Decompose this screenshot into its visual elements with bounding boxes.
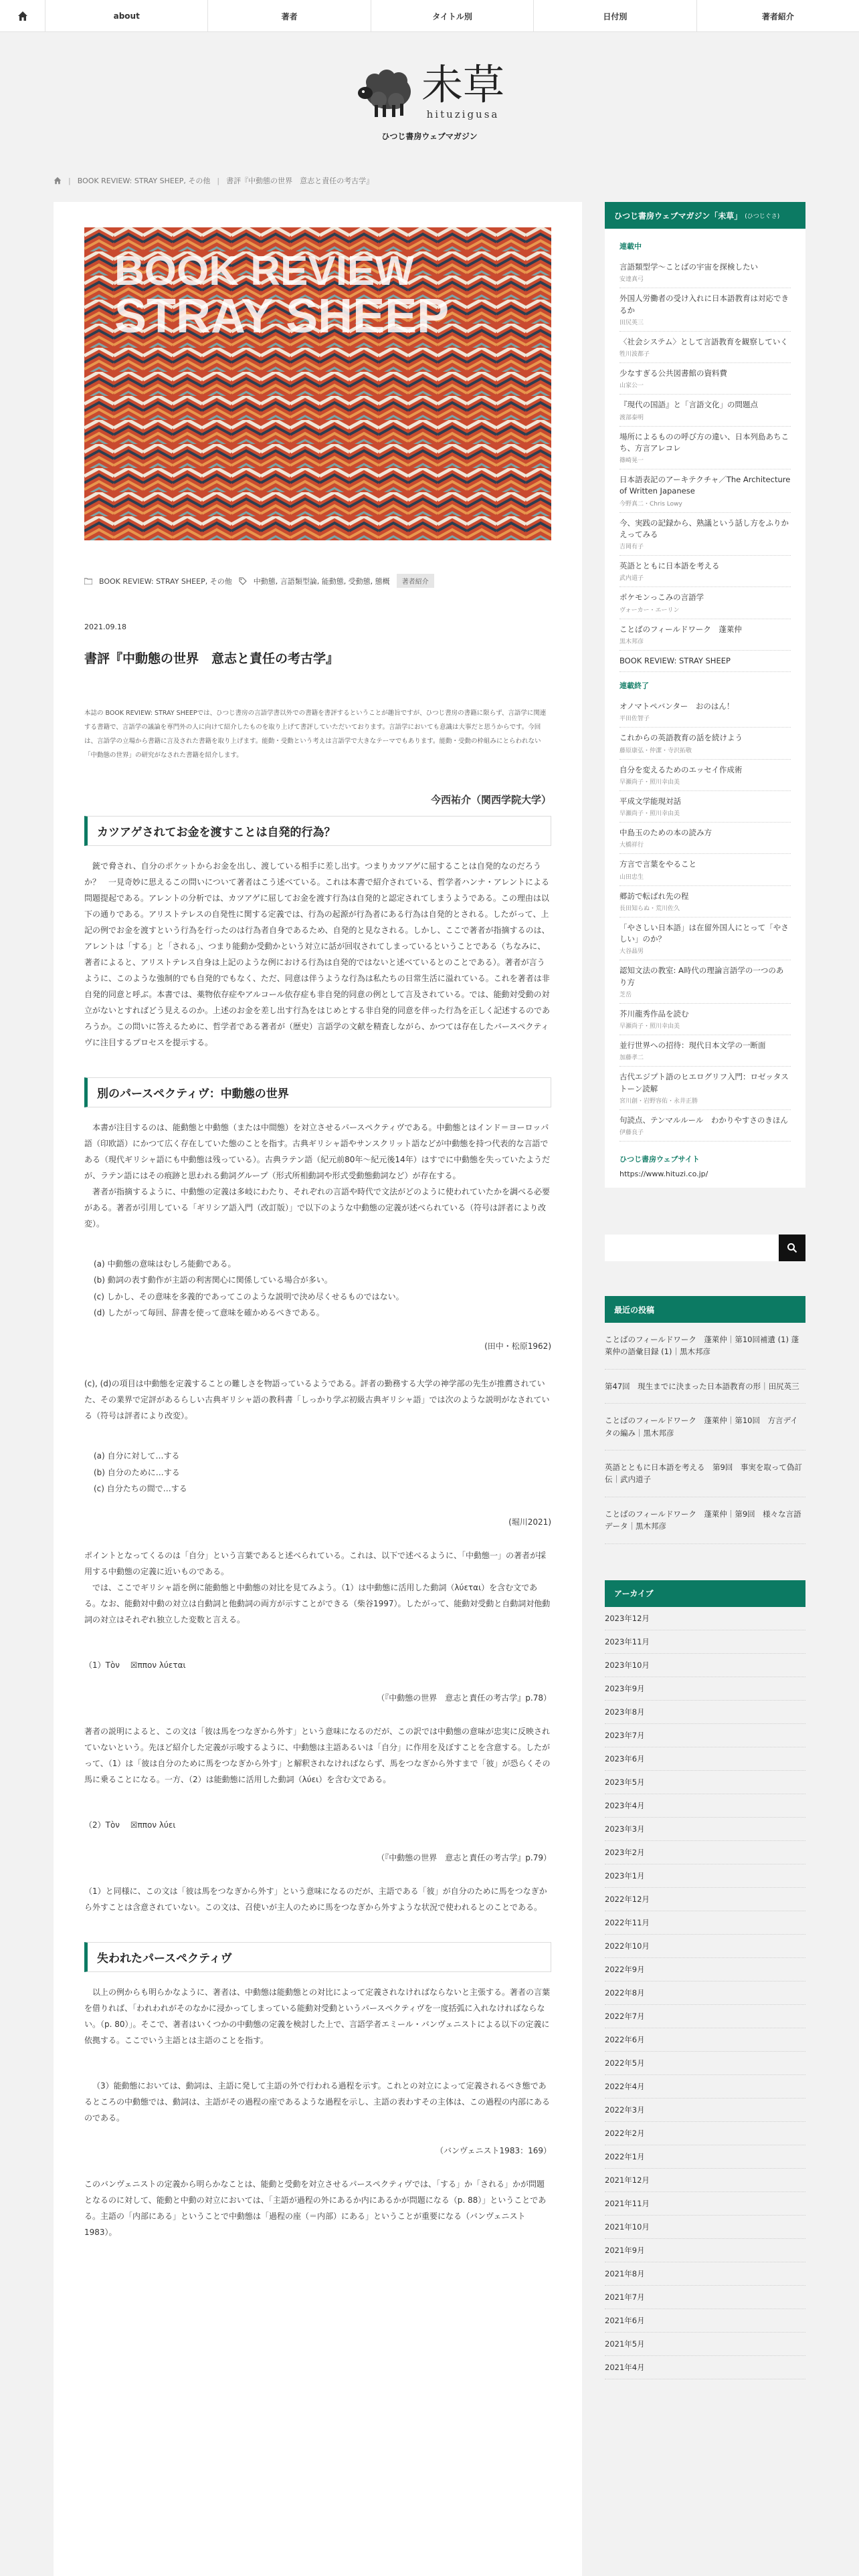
sidebar-series-item[interactable] <box>619 1067 791 1110</box>
site-url-link[interactable]: https://www.hituzi.co.jp/ <box>619 1170 708 1178</box>
series-title[interactable]: 『現代の国語』と「言語文化」の問題点 <box>619 400 758 410</box>
series-title[interactable]: ポケモンっこみの言語学 <box>619 593 704 603</box>
archive-month-link[interactable]: 2023年6月 <box>605 1747 805 1771</box>
series-author: 平田佐智子 <box>619 716 650 723</box>
series-author: 長田知らぬ・荒川佐久 <box>619 905 680 912</box>
archive-month-link[interactable]: 2022年1月 <box>605 2145 805 2169</box>
post-title: 書評『中動態の世界 意志と責任の考古学』 <box>84 651 339 666</box>
series-title[interactable]: オノマトペバンター おのはん！ <box>619 702 735 711</box>
list-item: (d) したがって毎回、辞書を使って意味を確かめるべきである。 <box>94 1308 324 1318</box>
body-paragraph: 著者が指摘するように、中動態の定義は多岐にわたり、それぞれの言語や時代で文法がどのように使われていたかを調べる必要がある。著者が引用している「ギリシア語入門（改訂版）」で以下のような中動態の定義が述べられている（符号は評者により改変）。 <box>84 1186 551 1228</box>
post-date: 2021.09.18 <box>84 623 126 631</box>
sidebar-series-item[interactable] <box>619 728 791 759</box>
definition-list <box>84 1256 551 1321</box>
sidebar-series-item[interactable] <box>619 886 791 918</box>
body-paragraph: このバンヴェニストの定義から明らかなことは、能動と受動を対立させるパースペクティヴでは、「する」か「される」かが問題となるのに対して、能動と中動の対立においては、「主語が過程の外にあるか内にあるかが問題になる（p. 88）」ということである。主語の「内部にある」ということで中動態は「過程の座（＝内部）にある」ということが重要になる（バンヴェニスト1983）。 <box>84 2179 547 2237</box>
archive-month-link[interactable]: 2023年2月 <box>605 1841 805 1864</box>
logo-roman: hituzigusa <box>426 108 500 120</box>
sidebar-series-item[interactable] <box>619 288 791 332</box>
series-author: 山田忠生 <box>619 873 644 881</box>
search-button[interactable] <box>779 1235 805 1261</box>
series-title[interactable]: 英語とともに日本語を考える <box>619 561 720 570</box>
archive-header: アーカイブ <box>605 1580 805 1607</box>
ended-series-list <box>619 696 791 1142</box>
archive-month-link[interactable]: 2022年8月 <box>605 1981 805 2005</box>
breadcrumb-separator: | <box>217 176 220 185</box>
series-author: 渡部泰明 <box>619 414 644 421</box>
post-meta <box>84 574 551 588</box>
series-title[interactable]: 中島玉のための本の読み方 <box>619 828 712 837</box>
section-heading: 別のパースペクティヴ：中動態の世界 <box>84 1077 551 1107</box>
archive-month-link[interactable]: 2021年6月 <box>605 2309 805 2333</box>
series-author: 吉岡有子 <box>619 544 644 550</box>
post-tags[interactable]: 中動態, 言語類型論, 能動態, 受動態, 態概 <box>253 576 390 586</box>
series-title[interactable]: 平成文学能現対話 <box>619 796 681 806</box>
series-author: 早瀬尚子・照川幸由美 <box>619 1023 680 1030</box>
series-author: 加藤孝二 <box>619 1055 644 1062</box>
search-form <box>605 1235 805 1261</box>
body-paragraph: (c), (d)の項目は中動態を定義することの難しさを物語っているようである。評者の勤務する大学の神学部の先生が推薦されていた、その業界で定評があるらしい古典ギリシャ語の教科書「しっかり学ぶ初級古典ギリシャ語」では次のような説明がなされている（符号は評者により改変）。 <box>84 1378 550 1420</box>
series-list-box <box>605 229 805 1188</box>
nav-authors[interactable]: 著者 <box>208 0 371 32</box>
citation: (堀川2021) <box>508 1517 551 1527</box>
citation: （バンヴェニスト1983：169） <box>436 2145 551 2155</box>
series-author: ヴォーカー・エーリン <box>619 607 680 614</box>
nav-author-profiles[interactable]: 著者紹介 <box>761 11 794 21</box>
recent-posts <box>605 1296 805 1544</box>
body-paragraph: 銃で脅され、自分のポケットからお金を出し、渡している相手に差し出す。つまりカツアゲに屈することは自発的なのだろうか？ 一見奇妙に思えるこの問いについて著者はこう述べている。これは本書で紹介されている、哲学者ハンナ・アレントによる問題提起である。アレントの分析では、カツアゲに屈してお金を渡す行為は自発的と認定されてしまうようである。この理由は以下の通りである。アリストテレスの自発性に関する定義では、行為の起源が行為者にある行為は自発的とされる。したがって、上記の例でお金を渡すという行為を行ったのは行為者自身であるため、自発的と見なされる。しかし、ここで著者が指摘するのは、アレントは「する」と「される」、つまり能動か受動かという対立に話が回収されてしまっているということである（ちなみに、著者によると、アリストテレス自身は上記のような例における行為は自発的ではないと述べているとのことである）。著者が言うように、このような強制的でも自発的でもなく、ただ、同意は伴うような行為は私たちの日常生活に溢れている。これを著者は非自発的同意と呼ぶ。本書では、薬物依存症やアルコール依存症も非自発的同意の例として言及されている。では、能動対受動の対立がないとすればどう見えるのか。上述のお金を差し出す行為をはじめとする非自発的同意を伴った行為を正しく記述するのであろうか。この問いに答えるために、哲学者である著者が（歴史）言語学の文献を精査しながら、かつては存在したパースペクティヴに注目するプロセスを提示する。 <box>84 861 551 1047</box>
series-title[interactable]: 自分を変えるためのエッセイ作成術 <box>619 764 743 774</box>
series-title[interactable]: 古代エジプト語のヒエログリフ入門：ロゼッタストーン読解 <box>619 1072 789 1093</box>
nav-by-date[interactable]: 日付別 <box>534 0 696 32</box>
recent-post-link[interactable]: ことばのフィールドワーク 蓬萊仲｜第10回補遺 (1) 蓬萊仲の語彙目録 (1)｜黒木邦彦 <box>605 1323 805 1370</box>
series-author: 今野真二・Chris Lowy <box>619 500 682 508</box>
sidebar-series-item[interactable] <box>619 918 791 961</box>
sidebar-series-item[interactable] <box>619 1035 791 1067</box>
series-title[interactable]: BOOK REVIEW: STRAY SHEEP <box>619 655 731 665</box>
hero-line-2: STRAY SHEEP <box>114 290 450 343</box>
series-title[interactable]: 句読点、テンマルルール わかりやすさのきほん <box>619 1115 788 1125</box>
archive-month-link[interactable]: 2023年12月 <box>605 1607 805 1630</box>
ongoing-label: 連載中 <box>619 242 642 251</box>
sidebar-series-item[interactable] <box>619 257 791 288</box>
archive-month-link[interactable]: 2022年11月 <box>605 1911 805 1935</box>
post-author: 今西祐介（関西学院大学） <box>430 793 551 806</box>
recent-post-link[interactable]: ことばのフィールドワーク 蓬萊仲｜第9回 様々な言語データ｜黒木邦彦 <box>605 1497 805 1544</box>
breadcrumb-category[interactable]: BOOK REVIEW: STRAY SHEEP, その他 <box>77 177 211 185</box>
archive-month-link[interactable]: 2022年4月 <box>605 2075 805 2099</box>
archive-month-link[interactable]: 2022年10月 <box>605 1935 805 1958</box>
search-icon <box>787 1243 797 1253</box>
site-logo[interactable] <box>0 60 859 142</box>
series-author: 早瀬尚子・照川幸由美 <box>619 778 680 786</box>
archive-month-link[interactable]: 2021年5月 <box>605 2333 805 2356</box>
series-title[interactable]: これからの英語教育の話を続けよう <box>619 733 743 743</box>
series-title[interactable]: 少なすぎる公共図書館の資料費 <box>619 368 727 378</box>
nav-about[interactable]: about <box>45 0 208 32</box>
archive-month-link[interactable]: 2022年9月 <box>605 1958 805 1981</box>
list-item: (c) しかし、その意味を多義的であってこのような説明で決め尽くせるものではない。 <box>94 1291 404 1301</box>
series-author: 田尻英三 <box>619 319 644 326</box>
breadcrumb <box>54 175 373 186</box>
series-author: 早瀬尚子・照川幸由美 <box>619 811 680 817</box>
series-author: 安達真弓 <box>619 276 644 284</box>
sidebar-series-item[interactable] <box>619 823 791 854</box>
series-title[interactable]: 芥川龍秀作品を読む <box>619 1008 689 1018</box>
sidebar-series-item[interactable] <box>619 556 791 587</box>
sidebar-series-item[interactable] <box>619 1004 791 1035</box>
ended-label: 連載終了 <box>619 681 649 690</box>
sidebar-series-item[interactable] <box>619 791 791 823</box>
example-sentence: （2）Τὸν ☒ππον λύει <box>84 1820 176 1830</box>
series-author: 山家公一 <box>619 383 644 390</box>
body-paragraph: 以上の例からも明らかなように、著者は、中動態は能動態との対比によって定義されなければならないと主張する。著者の言葉を借りれば、「われわれがそのなかに浸かってしまっている能動対受動というパースペクティヴを一度括弧に入れなければならない。（p. 80）」。そこで、著者はいくつかの中動態の定義を検討した上で、言語学者エミール・バンヴェニストによる以下の定義に依拠する。ここでいう主語とは主語のことを指す。 <box>84 1987 551 2045</box>
hero-line-1: BOOK REVIEW <box>114 248 414 294</box>
sidebar-series-item[interactable] <box>619 960 791 1004</box>
body-paragraph: （3）能動態においては、動詞は、主語に発して主語の外で行われる過程を示す。これとの対立によって定義されるべき態であるところの中動態では、動詞は、主語がその過程の座であるような過程を示し、主語の表わすその主体は、この過程の内部にあるのである。 <box>84 2080 551 2123</box>
sidebar-header-small: (ひつじぐさ) <box>745 213 780 220</box>
citation: （『中動態の世界 意志と責任の考古学』p.78） <box>377 1693 551 1703</box>
definition-list <box>84 1448 551 1497</box>
archive-month-link[interactable]: 2021年4月 <box>605 2356 805 2379</box>
logo-title: 未草 <box>421 60 504 109</box>
body-paragraph: 著者の説明によると、この文は「彼は馬をつなぎから外す」という意味になるのだが、この訳では中動態の意味が忠実に反映されていないという。先ほど紹介した定義が示唆するように、中動態は主語あるいは「自分」に作用を及ぼすことを含意する。したがって、（1）は「彼は自分のために馬をつなぎから外す」と解釈されなければならず、馬をつなぎから外すまで「彼」が恐らくその馬に乗ることになる。一方、（2）は能動態に活用した動詞（λύει）を含む文である。 <box>84 1726 551 1784</box>
series-title[interactable]: 〈社会システム〉として言語教育を観察していく <box>619 336 788 346</box>
series-title[interactable]: 郷訪で転ばれ先の程 <box>619 891 689 901</box>
series-author: 篠崎晃一 <box>619 457 644 464</box>
recent-posts-list <box>605 1323 805 1544</box>
sheep-logo-icon <box>355 64 416 121</box>
series-author: 伊藤良子 <box>619 1130 644 1136</box>
sidebar-series-item[interactable] <box>619 513 791 556</box>
sidebar <box>605 202 805 2379</box>
archive-month-link[interactable]: 2023年5月 <box>605 1771 805 1794</box>
post-intro: 本誌の BOOK REVIEW: STRAY SHEEPでは、ひつじ書房の言語学書以外での書籍を書評するということが趣旨ですが、ひつじ書房の書籍に限らず、言語学に関連する書籍で、言語学の議論を専門外の人に向けて紹介したものを取り上げて書評していただいております。言語学においても意識は大事だと思うからです。今回は、言語学の立場から書籍に言及された書籍を取り上げます。能動・受動という考えは言語学で大きなテーマでもあります。能動・受動の枠組みにとらわれない「中動態の世界」の研究がなされた書籍を紹介します。 <box>84 710 547 759</box>
archive-month-link[interactable]: 2022年12月 <box>605 1888 805 1911</box>
series-author: 芝岳 <box>619 991 632 998</box>
home-button[interactable] <box>0 0 45 32</box>
archive-month-link[interactable]: 2023年9月 <box>605 1677 805 1701</box>
ongoing-series-list <box>619 257 791 672</box>
sidebar-series-item[interactable] <box>619 587 791 619</box>
series-author: 牲川波都子 <box>619 351 650 358</box>
section-heading: カツアゲされてお金を渡すことは自発的行為？ <box>84 816 551 846</box>
list-item: (b) 動詞の表す動作が主語の利害関心に関係している場合が多い。 <box>94 1275 332 1285</box>
series-title[interactable]: 並行世界への招待：現代日本文学の一断面 <box>619 1041 766 1050</box>
citation: （『中動態の世界 意志と責任の考古学』p.79） <box>377 1852 551 1862</box>
section-heading: 失われたパースペクティヴ <box>84 1942 551 1972</box>
body-paragraph: 本書が注目するのは、能動態と中動態（または中間態）を対立させるパースペクティヴである。中動態とはインド＝ヨーロッパ語（印欧語）にかつて広く存在していた態のことを指す。古典ギリシャ語やサンスクリット語などが中動態を持つ代表的な言語である（現代ギリシャ語にも中動態は残っている）。古典ラテン語（紀元前80年〜紀元後14年）はすでに中動態を失っていたようだが、ラテン語にはその痕跡と思われる動詞グループ（形式所相動詞や形式受動態動詞など）が存在する。 <box>84 1122 551 1180</box>
sidebar-series-item[interactable] <box>619 651 791 672</box>
series-title[interactable]: 方言で言葉をやること <box>619 859 696 869</box>
archive-month-link[interactable]: 2022年7月 <box>605 2005 805 2028</box>
archive-month-link[interactable]: 2023年4月 <box>605 1794 805 1818</box>
sidebar-series-item[interactable] <box>619 1110 791 1142</box>
body-paragraph: （1）と同様に、この文は「彼は馬をつなぎから外す」という意味になるのだが、主語である「彼」が自分のために馬をつなぎから外すことは含意されていない。この文は、召使いが主人のために馬をつなぎから外すような状況で使われるとのことである。 <box>84 1886 547 1912</box>
list-item: (b) 自分のために…する <box>94 1467 180 1477</box>
archive-month-link[interactable]: 2023年3月 <box>605 1818 805 1841</box>
series-title[interactable]: 「やさしい日本語」は在留外国人にとって「やさしい」のか？ <box>619 922 789 944</box>
archive-month-link[interactable]: 2021年11月 <box>605 2192 805 2216</box>
series-title[interactable]: ことばのフィールドワーク 蓬萊仲 <box>619 624 742 634</box>
logo-subtitle: ひつじ書房ウェブマガジン <box>381 132 478 141</box>
series-author: 藤原康弘・仲潔・寺沢拓敬 <box>619 747 692 754</box>
archive-month-link[interactable]: 2023年1月 <box>605 1864 805 1888</box>
sidebar-series-item[interactable] <box>619 469 791 513</box>
series-title[interactable]: 日本語表記のアーキテクチャ／The Architecture of Written Japanese <box>619 475 791 496</box>
recent-post-link[interactable]: 第47回 現生までに決まった日本語教育の形｜田尻英三 <box>605 1370 805 1404</box>
archive-month-link[interactable]: 2021年10月 <box>605 2216 805 2239</box>
site-label[interactable]: ひつじ書房ウェブサイト <box>619 1155 700 1164</box>
series-title[interactable]: 言語類型学〜ことばの宇宙を探検したい <box>619 262 758 272</box>
breadcrumb-current: 書評『中動態の世界 意志と責任の考古学』 <box>226 177 374 185</box>
search-input[interactable] <box>605 1235 779 1261</box>
archive-list <box>605 1607 805 2379</box>
list-item: (c) 自分たちの間で…する <box>94 1484 187 1494</box>
archive-month-link[interactable]: 2023年8月 <box>605 1701 805 1724</box>
tag-icon <box>239 577 247 585</box>
series-author: 黒木邦彦 <box>619 638 644 645</box>
archive-month-link[interactable]: 2022年5月 <box>605 2052 805 2075</box>
author-profile-badge[interactable]: 著者紹介 <box>397 574 434 588</box>
home-icon <box>17 11 28 21</box>
top-navigation <box>0 0 859 32</box>
sidebar-series-item[interactable] <box>619 363 791 395</box>
nav-by-title[interactable]: タイトル別 <box>371 0 534 32</box>
sidebar-series-item[interactable] <box>619 332 791 363</box>
article-main <box>54 202 582 2576</box>
post-category[interactable]: BOOK REVIEW: STRAY SHEEP, その他 <box>99 576 232 586</box>
archive-month-link[interactable]: 2022年3月 <box>605 2099 805 2122</box>
body-paragraph: では、ここでギリシャ語を例に能動態と中動態の対比を見てみよう。（1）は中動態に活用した動詞（λύεται）を含む文である。なお、能動対中動の対立は自動詞と他動詞の両方が示すことができる（柴谷1997）。したがって、能動対受動と自動詞対他動詞の対立はそれぞれ独立した変数と言える。 <box>84 1582 551 1624</box>
series-title[interactable]: 外国人労働者の受け入れに日本語教育は対応できるか <box>619 294 789 315</box>
recent-post-link[interactable]: ことばのフィールドワーク 蓬萊仲｜第10回 方言デイタの編み｜黒木邦彦 <box>605 1404 805 1451</box>
series-title[interactable]: 認知文法の教室: A時代の理論言語学の一つのあり方 <box>619 966 784 987</box>
sidebar-header-title: ひつじ書房ウェブマガジン「未草」 <box>614 211 743 221</box>
archive-month-link[interactable]: 2023年7月 <box>605 1724 805 1747</box>
sidebar-series-item[interactable] <box>619 760 791 791</box>
archive-month-link[interactable]: 2021年12月 <box>605 2169 805 2192</box>
archive-month-link[interactable]: 2022年6月 <box>605 2028 805 2052</box>
archive-month-link[interactable]: 2023年11月 <box>605 1630 805 1654</box>
hero-text <box>114 248 450 343</box>
series-author: 武内道子 <box>619 575 644 582</box>
series-title[interactable]: 場所によるものの呼び方の違い、日本列島あちこち、方言アレコレ <box>619 431 789 453</box>
archive-month-link[interactable]: 2021年7月 <box>605 2286 805 2309</box>
hero-image <box>84 227 551 540</box>
series-author: 宮川創・岩野容佑・永井正勝 <box>619 1097 698 1105</box>
archive-month-link[interactable]: 2023年10月 <box>605 1654 805 1677</box>
sidebar-header <box>605 202 805 229</box>
recent-posts-header: 最近の投稿 <box>605 1296 805 1323</box>
example-sentence: （1）Τὸν ☒ππον λύεται <box>84 1660 186 1670</box>
archive <box>605 1580 805 2379</box>
recent-post-link[interactable]: 英語とともに日本語を考える 第9回 事実を取って偽訂伝｜武内道子 <box>605 1451 805 1497</box>
series-title[interactable]: 今、実践の記録から、熟議という話し方をふりかえってみる <box>619 518 789 539</box>
list-item: (a) 中動態の意味はむしろ能動である。 <box>94 1259 236 1269</box>
archive-month-link[interactable]: 2021年9月 <box>605 2239 805 2262</box>
sidebar-series-item[interactable] <box>619 696 791 728</box>
home-icon[interactable] <box>54 177 62 185</box>
citation: (田中・松原1962) <box>484 1341 551 1351</box>
sidebar-series-item[interactable] <box>619 854 791 885</box>
sidebar-series-item[interactable] <box>619 395 791 426</box>
list-item: (a) 自分に対して…する <box>94 1451 180 1461</box>
archive-month-link[interactable]: 2022年2月 <box>605 2122 805 2145</box>
body-paragraph: ポイントとなってくるのは「自分」という言葉であると述べられている。これは、以下で述べるように、「中動態一」の著者が採用する中動態の定義に近いものである。 <box>84 1550 547 1576</box>
breadcrumb-separator: | <box>68 176 71 185</box>
sidebar-series-item[interactable] <box>619 619 791 651</box>
series-author: 大谷晶男 <box>619 948 644 956</box>
archive-month-link[interactable]: 2021年8月 <box>605 2262 805 2286</box>
sidebar-series-item[interactable] <box>619 427 791 470</box>
series-author: 大橋祥行 <box>619 842 644 849</box>
folder-icon <box>84 578 92 584</box>
